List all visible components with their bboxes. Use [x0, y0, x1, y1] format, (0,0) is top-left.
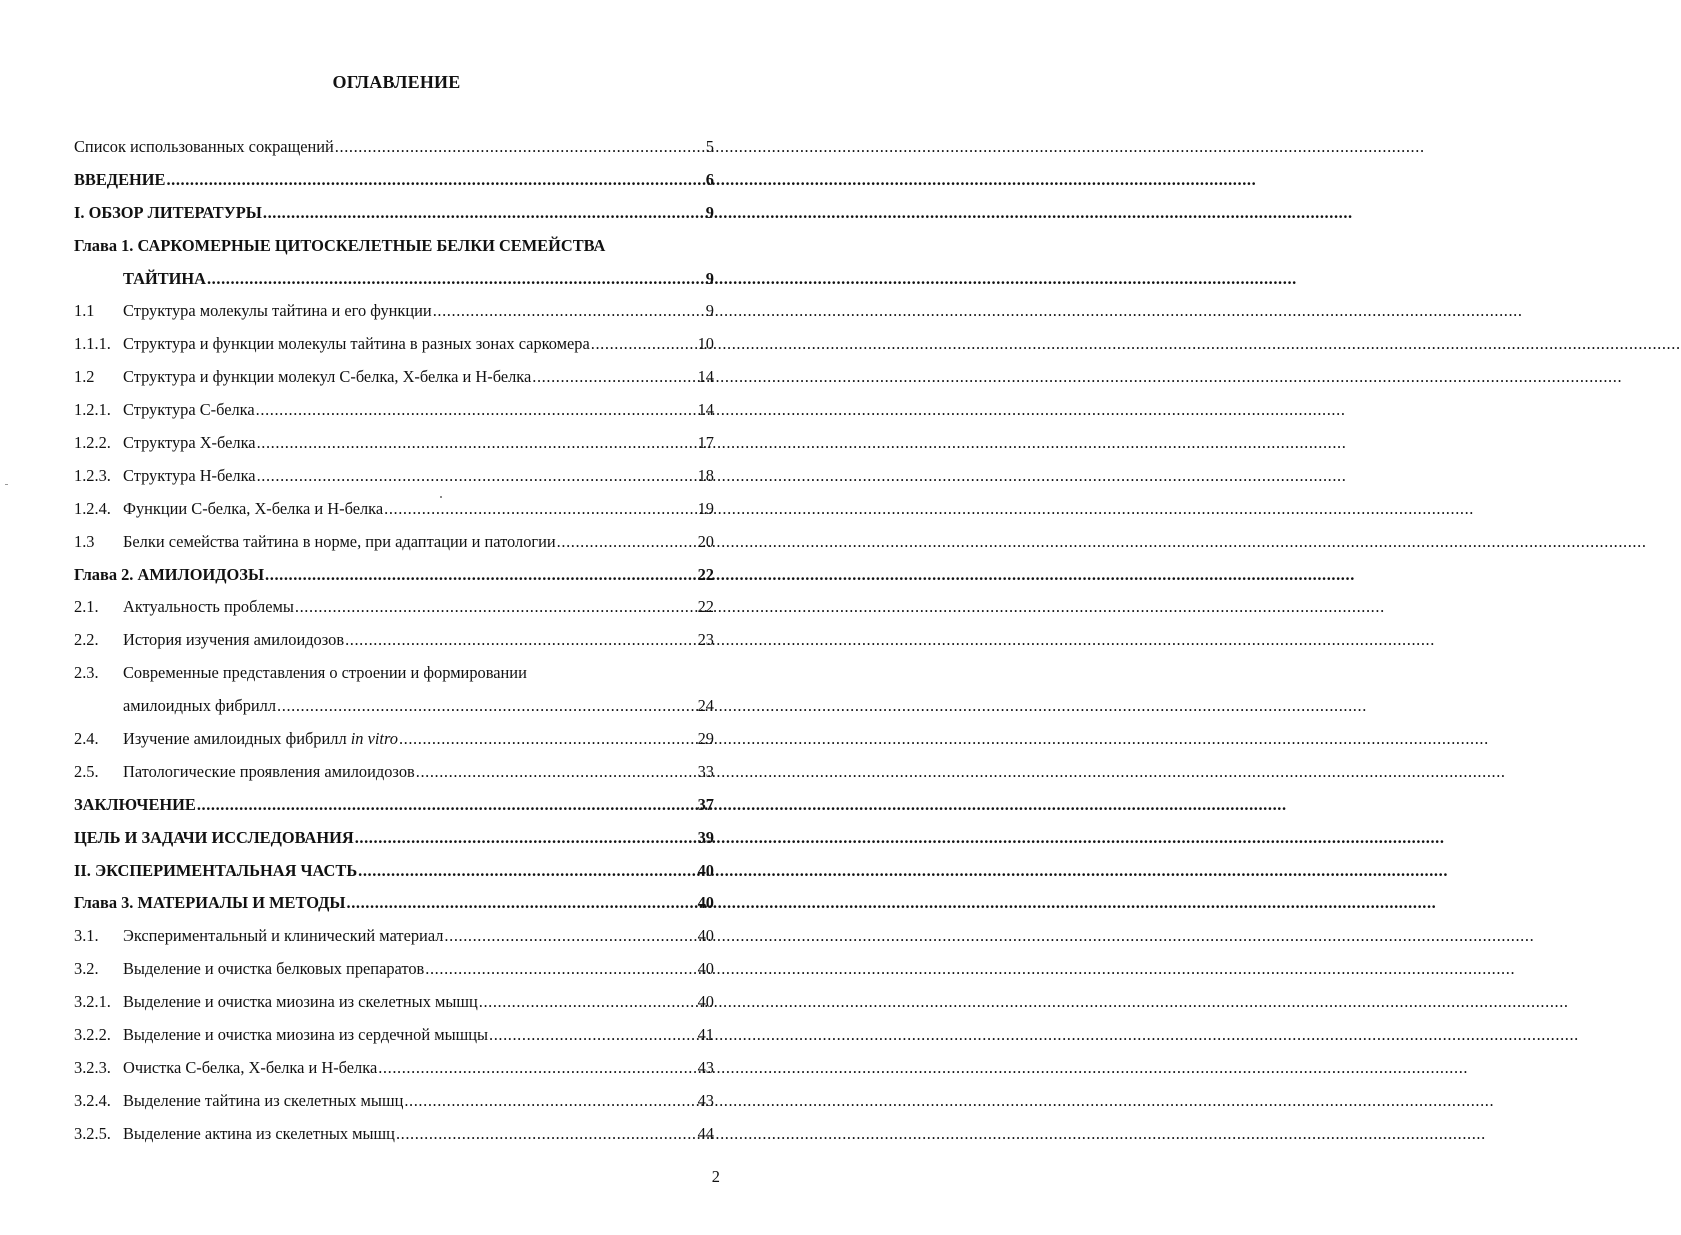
toc-entry-page: 43	[697, 1057, 714, 1077]
toc-entry	[74, 761, 714, 794]
toc-entry-number: 1.3	[74, 531, 95, 551]
toc-entry	[74, 925, 714, 958]
toc-entry	[74, 235, 714, 268]
toc-entry-title-text: Структура С-белка	[123, 400, 255, 420]
toc-entry-page: 22	[697, 597, 714, 617]
toc-entry-title	[123, 662, 527, 684]
toc-entry-page: 9	[705, 202, 714, 222]
toc-entry-page: 22	[697, 564, 714, 584]
toc-leader-dots	[396, 1123, 697, 1145]
toc-entry-title	[123, 629, 344, 651]
toc-entry-title-text: Белки семейства тайтина в норме, при адаптации и патологии	[123, 531, 556, 551]
toc-entry-page: 14	[697, 367, 714, 387]
toc-entry	[74, 333, 714, 366]
toc-leader-dots	[532, 366, 696, 388]
toc-entry-title	[123, 728, 398, 750]
toc-entry-page: 29	[697, 729, 714, 749]
toc-entry-title-text: Изучение амилоидных фибрилл	[123, 729, 347, 749]
toc-entry-page: 17	[697, 433, 714, 453]
toc-leader-dots	[347, 892, 697, 914]
toc-entry-title	[123, 268, 206, 290]
toc-entry-title-text: Структура и функции молекул С-белка, Х-белка и Н-белка	[123, 367, 532, 387]
toc-entry-title-text: Выделение и очистка белковых препаратов	[123, 959, 425, 979]
toc-entry-page: 9	[705, 268, 714, 288]
toc-entry-title-text: История изучения амилоидозов	[123, 630, 345, 650]
toc-leader-dots	[207, 268, 705, 290]
toc-entry-page: 9	[705, 301, 714, 321]
toc-entry-title-text: Выделение тайтина из скелетных мышц	[123, 1090, 404, 1110]
toc-entry-page: 40	[697, 926, 714, 946]
toc-entry	[74, 1024, 714, 1057]
toc-entry	[74, 662, 714, 695]
toc-entry	[74, 1090, 714, 1123]
toc-entry-number: 2.4.	[74, 729, 99, 749]
toc-entry-page: 39	[697, 827, 714, 847]
toc-entry-title	[123, 333, 590, 355]
toc-entry-number: 2.5.	[74, 761, 99, 781]
toc-entry-title-text: ТАЙТИНА	[123, 268, 206, 288]
toc-entry-title-text: ВВЕДЕНИЕ	[74, 169, 166, 189]
document-page	[0, 0, 793, 1235]
toc-leader-dots	[257, 432, 697, 454]
toc-entry	[74, 827, 714, 860]
toc-leader-dots	[399, 728, 697, 750]
toc-entry-page: 18	[697, 465, 714, 485]
toc-entry-title	[123, 1057, 377, 1079]
toc-entry-title-text: Список использованных сокращений	[74, 137, 334, 156]
toc-entry	[74, 596, 714, 629]
toc-entry-title-text: Глава 3. МАТЕРИАЛЫ И МЕТОДЫ	[74, 893, 346, 913]
toc-entry-page: 40	[697, 893, 714, 913]
toc-entry-page: 10	[697, 334, 714, 354]
toc-entry	[74, 268, 714, 301]
toc-entry-title-text: Экспериментальный и клинический материал	[123, 926, 444, 946]
toc-entry-title	[123, 1090, 403, 1112]
toc-entry-number: 1.2.2.	[74, 433, 111, 453]
toc-entry-number: 3.2.	[74, 959, 99, 979]
toc-entry-title-text: Структура и функции молекулы тайтина в разных зонах саркомера	[123, 334, 590, 354]
toc-entry-title-text: Патологические проявления амилоидозов	[123, 761, 415, 781]
toc-leader-dots	[384, 498, 696, 520]
toc-entry-title-text: Выделение актина из скелетных мышц	[123, 1123, 395, 1143]
toc-entry	[74, 202, 714, 235]
toc-entry-number: 1.1	[74, 301, 95, 321]
toc-leader-dots	[358, 860, 696, 882]
toc-entry-title	[123, 958, 424, 980]
toc-entry-number: 1.2.4.	[74, 498, 111, 518]
toc-entry	[74, 399, 714, 432]
toc-leader-dots	[277, 695, 697, 717]
toc-entry-page: 37	[697, 794, 714, 814]
toc-entry-page: 43	[697, 1090, 714, 1110]
toc-leader-dots	[416, 761, 697, 783]
scan-artifact	[5, 484, 8, 485]
scan-artifact	[440, 496, 442, 498]
toc-entry-page: 44	[697, 1123, 714, 1143]
toc-entry	[74, 991, 714, 1024]
toc-entry	[74, 794, 714, 827]
toc-entry	[74, 1057, 714, 1090]
toc-entry-number: 3.1.	[74, 926, 99, 946]
toc-entry	[74, 860, 714, 893]
toc-entry	[74, 300, 714, 333]
toc-entry-title	[123, 465, 256, 487]
toc-entry-title-text: Структура Н-белка	[123, 465, 256, 485]
toc-entry-title	[123, 596, 294, 618]
toc-entry-italic-term: in vitro	[350, 729, 398, 749]
toc-leader-dots	[263, 202, 705, 224]
toc-leader-dots	[335, 136, 705, 158]
toc-entry-title	[123, 761, 415, 783]
toc-entry-title-text: ЦЕЛЬ И ЗАДАЧИ ИССЛЕДОВАНИЯ	[74, 827, 354, 847]
toc-entry-title-text: Актуальность проблемы	[123, 597, 294, 617]
toc-entry-page: 40	[697, 992, 714, 1012]
toc-entry-page: 40	[697, 860, 714, 880]
toc-entry-title	[74, 827, 354, 849]
toc-leader-dots	[425, 958, 696, 980]
table-of-contents	[74, 136, 714, 1156]
toc-entry-number: 3.2.2.	[74, 1025, 111, 1045]
toc-entry-title	[74, 169, 165, 191]
toc-leader-dots	[433, 300, 705, 322]
toc-entry-title	[74, 136, 334, 158]
toc-entry-title	[123, 695, 276, 717]
toc-leader-dots	[257, 465, 697, 487]
toc-leader-dots	[197, 794, 697, 816]
toc-entry-number: 3.2.3.	[74, 1057, 111, 1077]
toc-entry-title	[74, 202, 262, 224]
toc-leader-dots	[444, 925, 696, 947]
toc-entry-title-text: Функции С-белка, Х-белка и Н-белка	[123, 498, 384, 518]
toc-entry-title	[123, 300, 432, 322]
toc-entry-number: 3.2.5.	[74, 1123, 111, 1143]
toc-leader-dots	[378, 1057, 696, 1079]
toc-entry-number: 1.1.1.	[74, 334, 111, 354]
toc-entry	[74, 629, 714, 662]
toc-entry-page: 41	[697, 1025, 714, 1045]
toc-leader-dots	[166, 169, 704, 191]
toc-entry-title	[74, 860, 357, 882]
toc-entry-title	[123, 1123, 395, 1145]
toc-leader-dots	[295, 596, 697, 618]
toc-entry-number: 2.2.	[74, 630, 99, 650]
toc-entry-page: 24	[697, 696, 714, 716]
toc-entry-title	[74, 235, 605, 257]
toc-entry-page: 19	[697, 498, 714, 518]
toc-leader-dots	[489, 1024, 697, 1046]
toc-entry-title	[123, 432, 256, 454]
toc-entry	[74, 728, 714, 761]
toc-entry-number: 1.2.1.	[74, 400, 111, 420]
toc-entry-title-text: Выделение и очистка миозина из сердечной мышцы	[123, 1025, 488, 1045]
toc-entry	[74, 892, 714, 925]
toc-leader-dots	[345, 629, 697, 651]
toc-entry-title	[74, 794, 196, 816]
toc-entry	[74, 958, 714, 991]
toc-entry-number: 3.2.1.	[74, 992, 111, 1012]
toc-leader-dots	[256, 399, 697, 421]
toc-entry-title	[123, 531, 556, 553]
toc-entry-title	[123, 366, 531, 388]
toc-entry-title	[74, 892, 346, 914]
toc-entry-number: 3.2.4.	[74, 1090, 111, 1110]
toc-entry-number: 1.2.3.	[74, 465, 111, 485]
toc-entry	[74, 564, 714, 597]
toc-entry-number: 2.1.	[74, 597, 99, 617]
toc-entry	[74, 531, 714, 564]
toc-entry-title-text: Очистка С-белка, Х-белка и Н-белка	[123, 1057, 378, 1077]
toc-entry-title-text: амилоидных фибрилл	[123, 696, 277, 716]
toc-entry-page: 40	[697, 959, 714, 979]
toc-leader-dots	[355, 827, 697, 849]
toc-entry-number: 2.3.	[74, 663, 99, 683]
toc-leader-dots	[591, 333, 697, 355]
toc-entry	[74, 465, 714, 498]
toc-leader-dots	[557, 531, 697, 553]
toc-entry-title	[123, 399, 255, 421]
toc-entry-page: 14	[697, 400, 714, 420]
toc-entry	[74, 366, 714, 399]
toc-entry-title	[123, 991, 478, 1013]
toc-leader-dots	[265, 564, 697, 586]
toc-entry-page: 20	[697, 531, 714, 551]
toc-entry-title-text: II. ЭКСПЕРИМЕНТАЛЬНАЯ ЧАСТЬ	[74, 860, 358, 880]
toc-entry	[74, 695, 714, 728]
page-title: ОГЛАВЛЕНИЕ	[332, 72, 461, 92]
toc-entry-title-text: Структура молекулы тайтина и его функции	[123, 301, 432, 321]
toc-entry-title	[74, 564, 264, 586]
toc-leader-dots	[404, 1090, 696, 1112]
page-number: 2	[711, 1167, 720, 1186]
toc-entry-title-text: Глава 2. АМИЛОИДОЗЫ	[74, 564, 265, 584]
toc-entry	[74, 136, 714, 169]
toc-entry	[74, 1123, 714, 1156]
toc-entry-title-text: Глава 1. САРКОМЕРНЫЕ ЦИТОСКЕЛЕТНЫЕ БЕЛКИ СЕМЕЙСТВА	[74, 235, 606, 255]
toc-entry-page: 23	[697, 630, 714, 650]
toc-entry-number: 1.2	[74, 367, 95, 387]
toc-entry-page: 33	[697, 761, 714, 781]
toc-entry-title	[123, 925, 443, 947]
toc-entry-title-text: ЗАКЛЮЧЕНИЕ	[74, 794, 196, 814]
toc-entry	[74, 498, 714, 531]
toc-entry-title-text: Выделение и очистка миозина из скелетных мышц	[123, 992, 478, 1012]
toc-entry-title-text: Структура Х-белка	[123, 433, 256, 453]
toc-entry-title-text: I. ОБЗОР ЛИТЕРАТУРЫ	[74, 202, 262, 222]
toc-entry-title	[123, 1024, 488, 1046]
toc-entry	[74, 169, 714, 202]
toc-entry-page: 5	[705, 137, 714, 156]
toc-entry	[74, 432, 714, 465]
toc-entry-title-text: Современные представления о строении и формировании	[123, 663, 527, 683]
toc-entry-page: 6	[705, 169, 714, 189]
toc-leader-dots	[479, 991, 697, 1013]
toc-entry-title	[123, 498, 383, 520]
